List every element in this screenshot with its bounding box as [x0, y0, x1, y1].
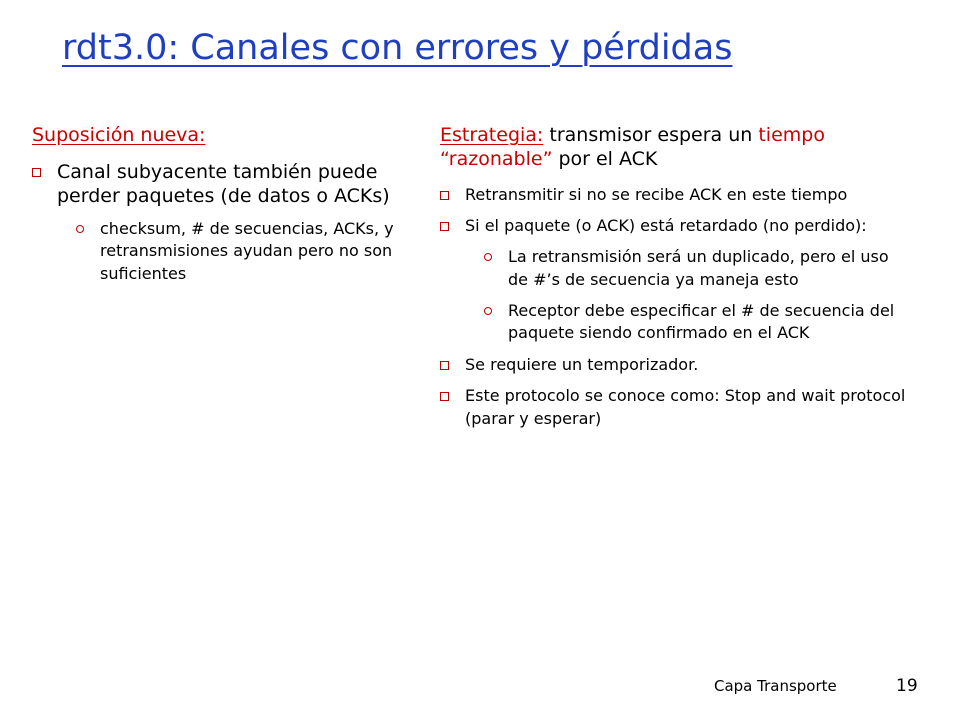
assumption-heading: Suposición nueva:	[32, 124, 206, 146]
page-number: 19	[896, 676, 918, 696]
sub-list-item-text: La retransmisión será un duplicado, pero el uso de #’s de secuencia ya maneja esto	[508, 247, 889, 289]
square-bullet-icon	[440, 191, 449, 200]
sub-list	[76, 218, 427, 285]
footer-label: Capa Transporte	[714, 677, 837, 695]
list-item	[440, 385, 910, 430]
square-bullet-icon	[32, 168, 41, 177]
list-item-text: Retransmitir si no se recibe ACK en este tiempo	[465, 184, 848, 204]
sub-list-item	[484, 300, 910, 345]
strategy-list	[440, 184, 910, 431]
square-bullet-icon	[440, 222, 449, 231]
strategy-paragraph	[440, 124, 910, 172]
strategy-column	[440, 124, 910, 439]
list-item-text: Se requiere un temporizador.	[465, 354, 699, 374]
sub-list-item-text: checksum, # de secuencias, ACKs, y retransmisiones ayudan pero no son suficientes	[100, 219, 394, 283]
list-item	[440, 215, 910, 345]
square-bullet-icon	[440, 392, 449, 401]
list-item	[440, 354, 910, 376]
sub-list	[484, 246, 910, 345]
circle-bullet-icon	[484, 307, 492, 315]
square-bullet-icon	[440, 361, 449, 370]
slide-title: rdt3.0: Canales con errores y pérdidas	[62, 28, 733, 68]
list-item	[32, 160, 427, 285]
circle-bullet-icon	[76, 225, 84, 233]
strategy-text: transmisor espera un	[543, 124, 759, 146]
strategy-highlight: tiempo “razonable”	[440, 124, 825, 170]
sub-list-item-text: Receptor debe especificar el # de secuencia del paquete siendo confirmado en el ACK	[508, 301, 895, 343]
list-item-text: Este protocolo se conoce como: Stop and wait protocol (parar y esperar)	[465, 386, 906, 428]
strategy-text-end: por el ACK	[552, 147, 658, 170]
sub-list-item	[484, 246, 910, 291]
list-item-text: Canal subyacente también puede perder paquetes (de datos o ACKs)	[57, 160, 390, 207]
sub-list-item	[76, 218, 427, 285]
assumption-column	[32, 124, 427, 295]
assumption-list	[32, 160, 427, 285]
list-item	[440, 184, 910, 206]
list-item-text: Si el paquete (o ACK) está retardado (no perdido):	[465, 215, 867, 235]
strategy-label: Estrategia:	[440, 124, 544, 146]
circle-bullet-icon	[484, 253, 492, 261]
